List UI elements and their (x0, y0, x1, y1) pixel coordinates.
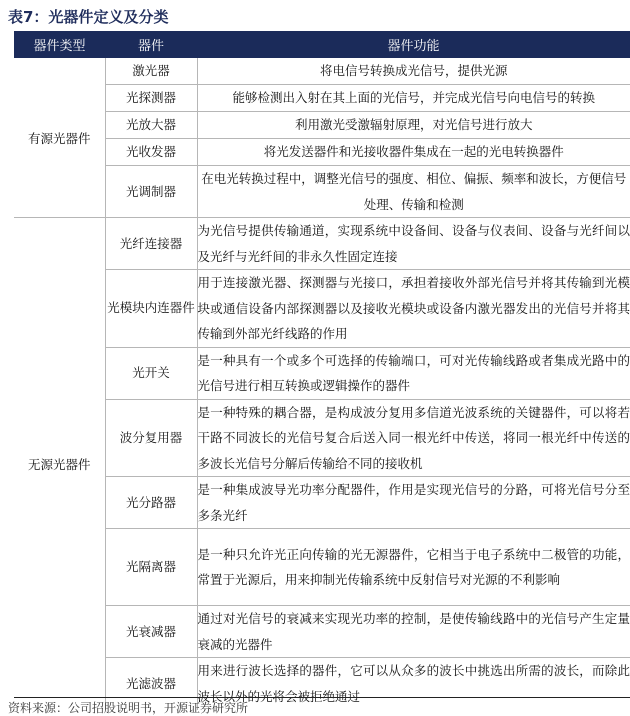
device-function: 为光信号提供传输通道，实现系统中设备间、设备与仪表间、设备与光纤间以及光纤与光纤间的非永久性固定连接 (197, 218, 630, 270)
table-row (14, 270, 630, 348)
device-name: 激光器 (105, 58, 197, 85)
table-row (14, 166, 630, 218)
table-bottom-rule (14, 697, 630, 698)
table-row (14, 58, 630, 85)
device-name: 光纤连接器 (105, 218, 197, 270)
device-name: 光调制器 (105, 166, 197, 218)
device-name: 光滤波器 (105, 658, 197, 710)
table-row (14, 139, 630, 166)
table-row (14, 477, 630, 529)
table-row (14, 606, 630, 658)
header-function: 器件功能 (197, 31, 630, 58)
device-function: 是一种具有一个或多个可选择的传输端口，可对光传输线路或者集成光路中的光信号进行相互转换或逻辑操作的器件 (197, 347, 630, 399)
table-header-row (14, 31, 630, 58)
device-table (14, 31, 630, 710)
device-function: 是一种特殊的耦合器，是构成波分复用多信道光波系统的关键器件，可以将若干路不同波长的光信号复合后送入同一根光纤中传送，将同一根光纤中传送的多波长光信号分解后传输给不同的接收机 (197, 399, 630, 477)
device-function: 是一种只允许光正向传输的光无源器件，它相当于电子系统中二极管的功能，常置于光源后，用来抑制光传输系统中反射信号对光源的不利影响 (197, 529, 630, 606)
device-name: 光开关 (105, 347, 197, 399)
source-note: 资料来源：公司招股说明书，开源证券研究所 (8, 701, 249, 715)
device-name: 光分路器 (105, 477, 197, 529)
device-function: 在电光转换过程中，调整光信号的强度、相位、偏振、频率和波长，方便信号处理、传输和检测 (197, 166, 630, 218)
device-name: 光收发器 (105, 139, 197, 166)
device-function: 通过对光信号的衰减来实现光功率的控制，是使传输线路中的光信号产生定量衰减的光器件 (197, 606, 630, 658)
category-passive: 无源光器件 (27, 456, 91, 472)
table-row (14, 85, 630, 112)
device-name: 光模块内连器件 (105, 270, 197, 348)
table-title: 表7：光器件定义及分类 (8, 8, 169, 26)
header-device: 器件 (105, 31, 197, 58)
device-name: 波分复用器 (105, 399, 197, 477)
device-function: 能够检测出入射在其上面的光信号，并完成光信号向电信号的转换 (197, 85, 630, 112)
device-function: 利用激光受激辐射原理，对光信号进行放大 (197, 112, 630, 139)
table-row (14, 347, 630, 399)
table-row (14, 529, 630, 606)
device-function: 将电信号转换成光信号，提供光源 (197, 58, 630, 85)
header-category: 器件类型 (14, 31, 105, 58)
device-function: 是一种集成波导光功率分配器件，作用是实现光信号的分路，可将光信号分至多条光纤 (197, 477, 630, 529)
device-function: 用于连接激光器、探测器与光接口，承担着接收外部光信号并将其传输到光模块或通信设备内部探测器以及接收光模块或设备内激光器发出的光信号并将其传输到外部光纤线路的作用 (197, 270, 630, 348)
device-name: 光探测器 (105, 85, 197, 112)
category-active: 有源光器件 (14, 58, 105, 218)
device-function: 用来进行波长选择的器件，它可以从众多的波长中挑选出所需的波长，而除此波长以外的光将会被拒绝通过 (197, 663, 630, 704)
table-row (14, 399, 630, 477)
table-row (14, 112, 630, 139)
device-name: 光隔离器 (105, 529, 197, 606)
device-name: 光放大器 (105, 112, 197, 139)
device-name: 光衰减器 (105, 606, 197, 658)
device-function: 将光发送器件和光接收器件集成在一起的光电转换器件 (197, 139, 630, 166)
table-row (14, 218, 630, 270)
